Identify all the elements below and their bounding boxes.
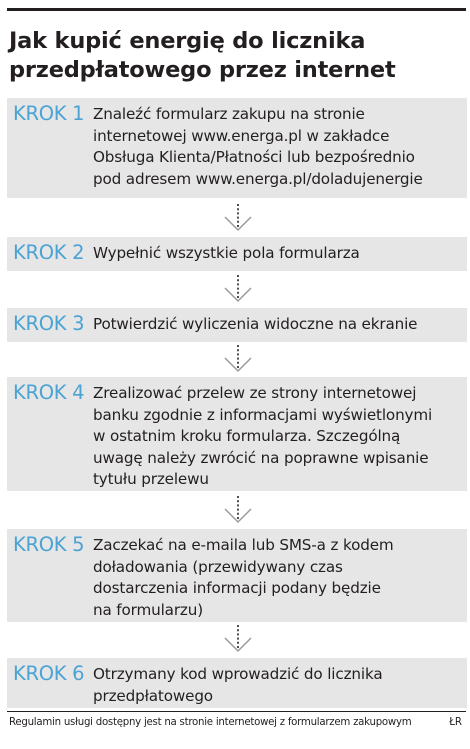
step-text-line: Wypełnić wszystkie pola formularza bbox=[93, 244, 360, 262]
step-text bbox=[93, 535, 465, 621]
arrow-down-icon bbox=[223, 275, 253, 303]
step-text-line: internetowej www.energa.pl w zakładce bbox=[93, 126, 390, 145]
arrow-down-icon bbox=[223, 345, 253, 373]
step-6 bbox=[7, 658, 467, 708]
step-text-line: Obsługa Klienta/Płatności lub bezpośrednio bbox=[93, 148, 415, 167]
step-text-line: Otrzymany kod wprowadzić do licznika bbox=[93, 665, 383, 683]
step-2 bbox=[7, 237, 467, 271]
arrow-down-icon bbox=[223, 625, 253, 653]
step-text-line: na formularzu) bbox=[93, 600, 203, 619]
arrow-down-icon bbox=[223, 204, 253, 232]
step-4 bbox=[7, 377, 467, 491]
page-title bbox=[9, 27, 464, 85]
step-text-line: w ostatnim kroku formularza. Szczególną bbox=[93, 427, 401, 446]
top-rule bbox=[7, 8, 466, 11]
step-text bbox=[93, 104, 465, 190]
author-credit: ŁR bbox=[449, 717, 462, 728]
step-text-line: uwagę należy zwrócić na poprawne wpisanie bbox=[93, 448, 429, 467]
arrow-down-icon bbox=[223, 496, 253, 524]
step-text bbox=[93, 664, 465, 707]
step-label: KROK 5 bbox=[13, 533, 85, 556]
step-text bbox=[93, 314, 465, 336]
footnote: Regulamin usługi dostępny jest na stronie internetowej z formularzem zakupowym bbox=[9, 717, 412, 728]
title-line: przedpłatowego przez internet bbox=[9, 57, 396, 83]
step-text-line: Znaleźć formularz zakupu na stronie bbox=[93, 105, 365, 123]
step-1 bbox=[7, 98, 467, 198]
step-label: KROK 3 bbox=[13, 312, 85, 335]
step-3 bbox=[7, 308, 467, 342]
step-text-line: dostarczenia informacji podany będzie bbox=[93, 579, 381, 598]
step-text-line: doładowania (przewidywany czas bbox=[93, 557, 343, 576]
step-label: KROK 6 bbox=[13, 662, 85, 685]
step-text bbox=[93, 243, 465, 265]
step-label: KROK 2 bbox=[13, 241, 85, 264]
step-5 bbox=[7, 529, 467, 622]
footer-rule bbox=[7, 711, 466, 712]
step-text-line: Zrealizować przelew ze strony internetowej bbox=[93, 384, 417, 402]
step-text bbox=[93, 383, 465, 491]
step-text-line: banku zgodnie z informacjami wyświetlonymi bbox=[93, 405, 433, 424]
step-label: KROK 1 bbox=[13, 102, 85, 125]
step-text-line: Potwierdzić wyliczenia widoczne na ekranie bbox=[93, 315, 418, 333]
title-line: Jak kupić energię do licznika bbox=[9, 28, 366, 54]
step-text-line: pod adresem www.energa.pl/doladujenergie bbox=[93, 169, 423, 188]
step-label: KROK 4 bbox=[13, 381, 85, 404]
step-text-line: przedpłatowego bbox=[93, 686, 213, 705]
step-text-line: Zaczekać na e-maila lub SMS-a z kodem bbox=[93, 536, 394, 554]
step-text-line: tytułu przelewu bbox=[93, 470, 209, 489]
